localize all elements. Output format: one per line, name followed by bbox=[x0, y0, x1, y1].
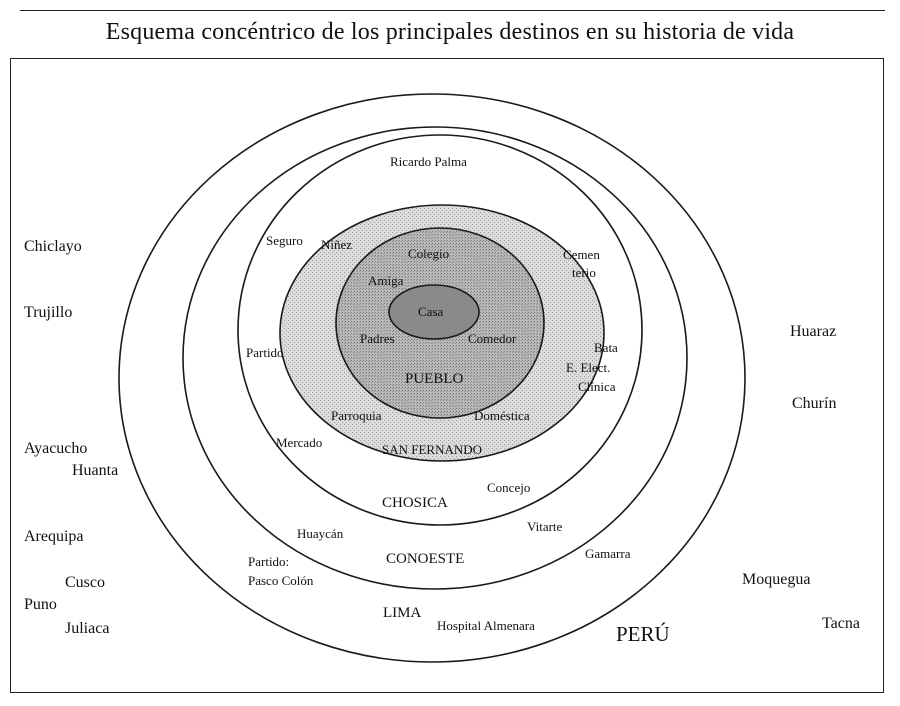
place-huaraz: Huaraz bbox=[790, 323, 837, 340]
place-parroquia: Parroquia bbox=[331, 408, 382, 423]
place-concejo: Concejo bbox=[487, 480, 531, 495]
place-ninez: Niñez bbox=[321, 237, 353, 252]
label-chosica: CHOSICA bbox=[382, 495, 448, 511]
label-peru: PERÚ bbox=[616, 622, 670, 646]
label-casa: Casa bbox=[418, 304, 444, 319]
label-conoeste: CONOESTE bbox=[386, 551, 465, 567]
place-partido-label: Partido: bbox=[248, 554, 290, 569]
place-chiclayo: Chiclayo bbox=[24, 238, 82, 255]
place-comedor: Comedor bbox=[468, 331, 517, 346]
place-hospital-almenara: Hospital Almenara bbox=[437, 618, 535, 633]
place-amiga: Amiga bbox=[368, 273, 404, 288]
label-san-fernando: SAN FERNANDO bbox=[382, 442, 483, 457]
place-mercado: Mercado bbox=[276, 435, 323, 450]
place-juliaca: Juliaca bbox=[65, 620, 110, 637]
figure-title: Esquema concéntrico de los principales destinos en su historia de vida bbox=[105, 19, 795, 45]
place-huaycan: Huaycán bbox=[297, 526, 344, 541]
place-ricardo-palma: Ricardo Palma bbox=[390, 154, 467, 169]
place-bata: Bata bbox=[594, 340, 618, 355]
place-arequipa: Arequipa bbox=[24, 528, 84, 545]
place-cementerio-2: terio bbox=[572, 265, 596, 280]
place-churin: Churín bbox=[792, 395, 837, 412]
place-colegio: Colegio bbox=[408, 246, 450, 261]
place-gamarra: Gamarra bbox=[585, 546, 631, 561]
place-tacna: Tacna bbox=[822, 615, 860, 632]
place-puno: Puno bbox=[24, 596, 57, 613]
place-trujillo: Trujillo bbox=[24, 304, 73, 321]
label-lima: LIMA bbox=[383, 605, 422, 621]
place-empresa-electrica: E. Elect. bbox=[566, 360, 611, 375]
place-pasco-colon: Pasco Colón bbox=[248, 573, 314, 588]
place-cementerio-1: Cemen bbox=[563, 247, 600, 262]
place-partido: Partido bbox=[246, 345, 284, 360]
place-vitarte: Vitarte bbox=[527, 519, 563, 534]
place-clinica: Clínica bbox=[578, 379, 616, 394]
place-padres: Padres bbox=[360, 331, 395, 346]
place-ayacucho: Ayacucho bbox=[24, 440, 88, 457]
place-seguro: Seguro bbox=[266, 233, 303, 248]
place-cusco: Cusco bbox=[65, 574, 105, 591]
place-moquegua: Moquegua bbox=[742, 571, 811, 588]
place-domestica: Doméstica bbox=[474, 408, 530, 423]
label-pueblo: PUEBLO bbox=[405, 371, 464, 387]
place-huanta: Huanta bbox=[72, 462, 119, 479]
